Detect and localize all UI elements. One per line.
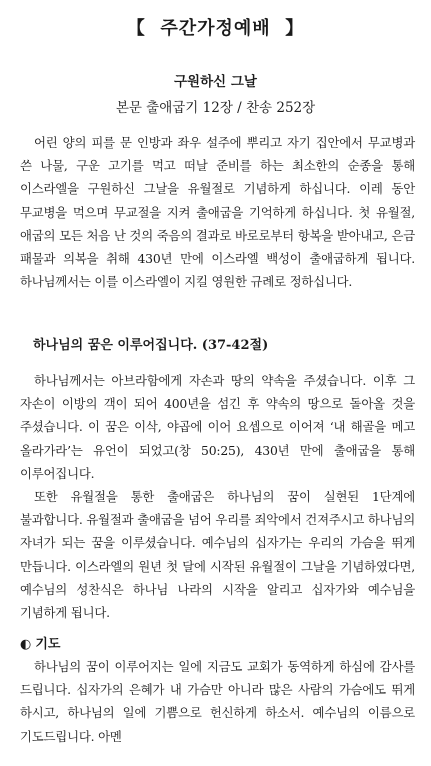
prayer-paragraph	[20, 655, 415, 748]
document-title	[0, 14, 431, 40]
title-open-bracket: 【	[126, 18, 146, 39]
paragraph-2-text: 하나님께서는 아브라함에게 자손과 땅의 약속을 주셨습니다. 이후 그 자손이 이방의 객이 되어 400년을 섬긴 후 약속의 땅으로 돌아올 것을 주셨습니다. 이 꿈은 이삭, 야곱에 이어 요셉으로 이어져 ‘내 해골을 메고 올라가라’는 유언이 되었고(창 50:25), 430년 만에 출애굽을 통해 이루어집니다.	[20, 373, 415, 481]
paragraph-1-text: 어린 양의 피를 문 인방과 좌우 설주에 뿌리고 자기 집안에서 무교병과 쓴 나물, 구운 고기를 먹고 떠날 준비를 하는 최소한의 순종을 통해 이스라엘을 구원하신 그날을 유월절로 기념하게 하십니다. 이레 동안 무교병을 먹으며 무교절을 지켜 출애굽을 기억하게 하십니다. 첫 유월절, 애굽의 모든 처음 난 것의 죽음의 결과로 바로로부터 항복을 받아내고, 은금 패물과 의복을 취해 430년 만에 이스라엘 백성이 출애굽하게 됩니다. 하나님께서는 이를 이스라엘이 지킬 영원한 규례로 정하십니다.	[20, 135, 415, 290]
paragraph-3-text: 또한 유월절을 통한 출애굽은 하나님의 꿈이 실현된 1단계에 불과합니다. 유월절과 출애굽을 넘어 우리를 죄악에서 건져주시고 하나님의 자녀가 되는 꿈을 이루셨습니다. 예수님의 십자가는 우리의 가슴을 뛰게 만듭니다. 이스라엘의 원년 첫 달에 시작된 유월절이 그날을 기념하였다면, 예수님의 성찬식은 하나님 나라의 시작을 알리고 십자가와 예수님을 기념하게 됩니다.	[20, 489, 415, 621]
title-close-bracket: 】	[285, 18, 305, 39]
sermon-title: 구원하신 그날	[174, 74, 257, 90]
prayer-heading-label: 기도	[35, 637, 61, 652]
scripture-reference: 본문 출애굽기 12장 / 찬송 252장	[115, 100, 316, 116]
body-paragraph-3	[20, 485, 415, 624]
prayer-heading	[20, 633, 60, 652]
prayer-text: 하나님의 꿈이 이루어지는 일에 지금도 교회가 동역하게 하심에 감사를 드립니다. 십자가의 은혜가 내 가슴만 아니라 많은 사람의 가슴에도 뛰게 하시고, 하나님의 일에 기쁨으로 헌신하게 하소서. 예수님의 이름으로 기도드립니다. 아멘	[20, 659, 415, 744]
section-heading: 하나님의 꿈은 이루어집니다. (37-42절)	[33, 338, 269, 353]
title-text: 주간가정예배	[160, 18, 271, 39]
body-paragraph-2	[20, 369, 415, 485]
half-circle-icon: ◐	[20, 637, 32, 652]
body-paragraph-1	[20, 131, 415, 293]
